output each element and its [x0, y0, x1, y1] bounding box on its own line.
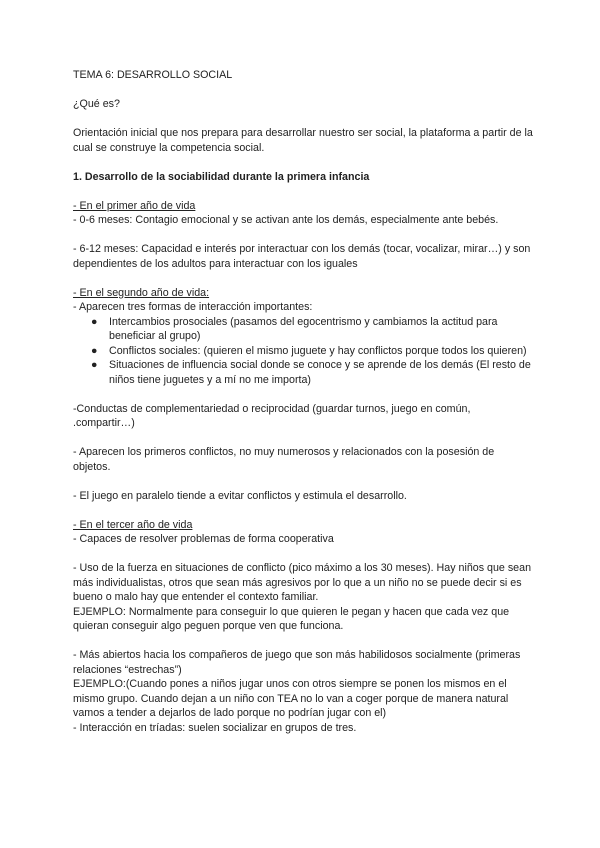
year-1-paragraph-6-12: - 6-12 meses: Capacidad e interés por interactuar con los demás (tocar, vocalizar, mirar…) y son dependientes de los adultos para interactuar con los iguales [73, 243, 531, 270]
list-item-text: Intercambios prosociales (pasamos del egocentrismo y cambiamos la actitud para beneficiar al grupo) [109, 315, 498, 342]
bullet-icon: ● [91, 315, 98, 328]
year-1-paragraph-0-6: - 0-6 meses: Contagio emocional y se activan ante los demás, especialmente ante bebés. [73, 214, 499, 226]
year-1-heading: - En el primer año de vida [73, 199, 196, 212]
intro-paragraph: Orientación inicial que nos prepara para desarrollar nuestro ser social, la plataforma a partir de la cual se construye la competencia social. [73, 127, 533, 154]
question-heading: ¿Qué es? [73, 98, 120, 110]
document-title: TEMA 6: DESARROLLO SOCIAL [73, 69, 233, 81]
year-3-paragraph-cooperation: - Capaces de resolver problemas de forma cooperativa [73, 533, 334, 545]
year-3-paragraph-peers: - Más abiertos hacia los compañeros de juego que son más habilidosos socialmente (primeras relaciones “estrechas”) [73, 649, 521, 676]
document-page [73, 68, 533, 735]
year-2-paragraph-parallel-play: - El juego en paralelo tiende a evitar conflictos y estimula el desarrollo. [73, 489, 407, 502]
list-item [73, 315, 533, 344]
year-2-paragraph-reciprocity: -Conductas de complementariedad o reciprocidad (guardar turnos, juego en común, .compartir…) [73, 402, 471, 429]
year-3-example-1: EJEMPLO: Normalmente para conseguir lo que quieren le pegan y hacen que cada vez que quieran conseguir algo peguen porque ven que funciona. [73, 605, 510, 632]
list-item-text: Situaciones de influencia social donde se conoce y se aprende de los demás (El resto de niños tiene juguetes y a mí no me importa) [109, 359, 531, 386]
year-2-heading: - En el segundo año de vida: [73, 286, 210, 299]
year-3-paragraph-triads: - Interacción en tríadas: suelen socializar en grupos de tres. [73, 721, 357, 734]
year-2-paragraph-conflicts: - Aparecen los primeros conflictos, no muy numerosos y relacionados con la posesión de objetos. [73, 446, 495, 473]
list-item [73, 358, 533, 387]
list-item-text: Conflictos sociales: (quieren el mismo juguete y hay conflictos porque todos los quieren) [109, 344, 527, 357]
year-3-heading: - En el tercer año de vida [73, 518, 193, 531]
year-3-example-2: EJEMPLO:(Cuando pones a niños jugar unos con otros siempre se ponen los mismos en el mismo grupo. Cuando dejan a un niño con TEA no lo van a coger porque de manera natural vamos a tender a dejarlos de lado porque no podrían jugar con el) [73, 678, 509, 719]
section-1-heading: 1. Desarrollo de la sociabilidad durante la primera infancia [73, 170, 370, 183]
year-2-intro: - Aparecen tres formas de interacción importantes: [73, 301, 313, 313]
bullet-icon: ● [91, 359, 98, 371]
interaction-forms-list [73, 315, 533, 388]
bullet-icon: ● [91, 344, 98, 357]
year-3-paragraph-force: - Uso de la fuerza en situaciones de conflicto (pico máximo a los 30 meses). Hay niños que sean más individualistas, otros que sean más agresivos por lo que a un niño no se puede decir si es bueno o malo hay que entender el contexto familiar. [73, 562, 532, 603]
list-item [73, 344, 533, 359]
